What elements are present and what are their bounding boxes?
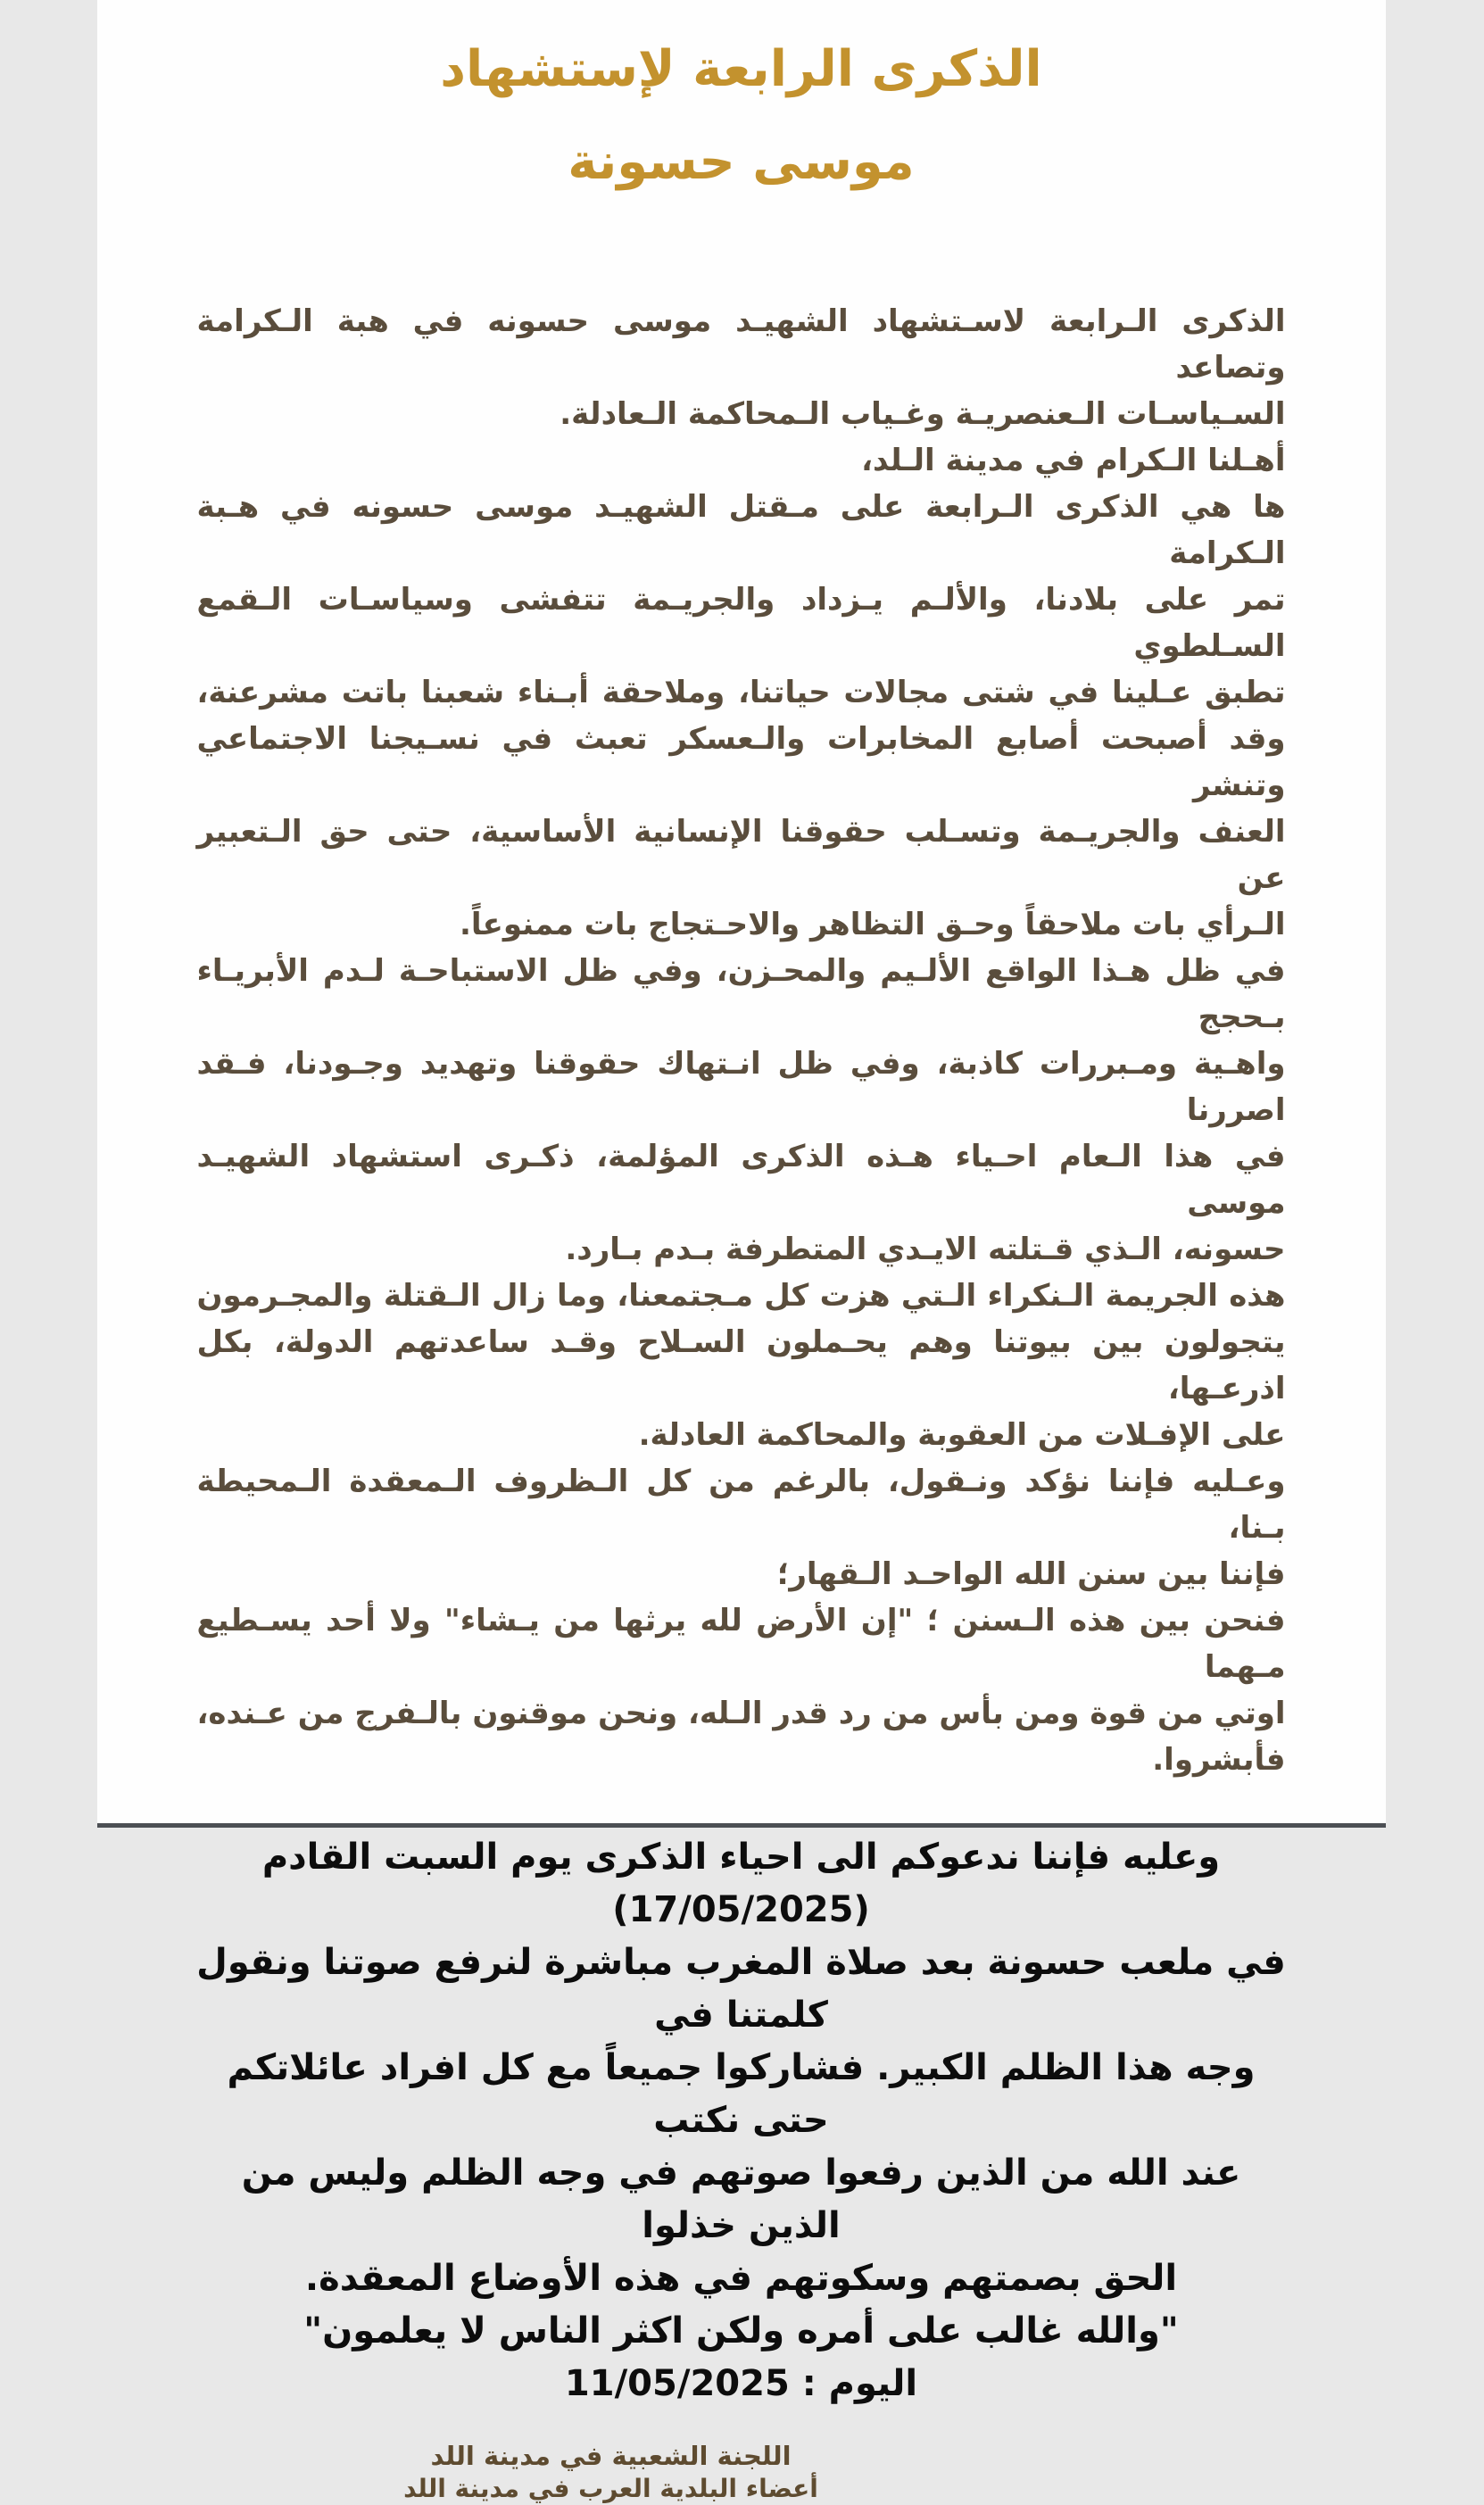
body-line: فإننا بين سنن الله الواحـد الـقهار؛ xyxy=(777,1556,1287,1592)
invitation-text xyxy=(196,1831,1289,2410)
body-line: العنف والجريـمة وتسـلب حقوقنا الإنسانية الأساسية، حتى حق الـتعبير عن xyxy=(197,814,1287,896)
body-line: السـياسـات الـعنصريـة وغـياب الـمحاكمة الـعادلة. xyxy=(560,396,1287,432)
signature-line-1: اللجنة الشعبية في مدينة اللد xyxy=(431,2441,792,2471)
body-line: في هذا الـعام احـياء هـذه الذكرى المؤلمة، ذكـرى استشهاد الشهيـد موسى xyxy=(197,1139,1287,1221)
flyer-title xyxy=(98,0,1387,209)
body-line: على الإفـلات من العقوبة والمحاكمة العادلة. xyxy=(639,1417,1287,1453)
body-line: حسونه، الـذي قـتلته الايـدي المتطرفة بـدم بـارد. xyxy=(566,1232,1287,1267)
invitation-line: عند الله من الذين رفعوا صوتهم في وجه الظلم وليس من الذين خذلوا xyxy=(242,2152,1242,2246)
body-line: أهـلنا الـكرام في مدينة الـلد، xyxy=(862,443,1287,478)
invitation-lines xyxy=(196,1831,1289,2358)
body-line: فأبشروا. xyxy=(1153,1742,1287,1778)
body-line: واهـية ومـبررات كاذبة، وفي ظل انـتهاك حقوقنا وتهديد وجـودنا، فـقد اصررنا xyxy=(197,1046,1287,1128)
title-line-1: الذكرى الرابعة لإستشهاد xyxy=(441,40,1043,98)
body-line: تطبق عـلينا في شتى مجالات حياتنا، وملاحقة أبـناء شعبنا باتت مشرعنة، xyxy=(197,675,1287,710)
invitation-line: وعليه فإننا ندعوكم الى احياء الذكرى يوم السبت القادم (17/05/2025) xyxy=(262,1837,1222,1930)
body-line: فنحن بين هذه الـسنن ؛ "إن الأرض لله يرثها من يـشاء" ولا أحد يسـطيع مـهما xyxy=(197,1603,1287,1685)
flyer-page xyxy=(98,0,1387,2503)
body-line: اوتي من قوة ومن بأس من رد قدر الـله، ونحن موقنون بالـفرج من عـنده، xyxy=(197,1696,1287,1731)
date-line: اليوم : 11/05/2025 xyxy=(565,2363,919,2404)
body-line: هذه الجريمة الـنكراء الـتي هزت كل مـجتمعنا، وما زال الـقتلة والمجـرمون xyxy=(197,1278,1287,1314)
body-line: ها هي الذكرى الـرابعة على مـقتل الشهيـد موسى حسونه في هـبة الـكرامة xyxy=(197,489,1287,571)
body-line: تمر على بلادنا، والألـم يـزداد والجريـمة تتفشى وسياسـات الـقمع السـلطوي xyxy=(197,582,1287,664)
body-line: الـرأي بات ملاحقاً وحـق التظاهر والاحـتجاج بات ممنوعاً. xyxy=(460,907,1287,942)
signature xyxy=(0,2439,1256,2505)
body-line: وقد أصبحت أصابع المخابرات والـعسكر تعبث في نسـيجنا الاجتماعي وتنشر xyxy=(197,721,1287,803)
signature-line-2: أعضاء البلدية العرب في مدينة اللد xyxy=(404,2474,819,2503)
body-line: يتجولون بين بيوتنا وهم يحـملون السـلاح وقـد ساعدتهم الدولة، بكل اذرعـها، xyxy=(197,1324,1287,1406)
invitation-line: في ملعب حسونة بعد صلاة المغرب مباشرة لنرفع صوتنا ونقول كلمتنا في xyxy=(197,1942,1287,2036)
body-line: في ظل هـذا الواقع الألـيم والمحـزن، وفي ظل الاستباحـة لـدم الأبريـاء بـحجج xyxy=(197,953,1287,1035)
body-line: الذكرى الـرابعة لاسـتشهاد الشهيـد موسى حسونه في هبة الـكرامة وتصاعد xyxy=(197,303,1287,386)
title-line-2: موسى حسونة xyxy=(568,133,916,191)
body-line: وعـليه فإننا نؤكد ونـقول، بالرغم من كل الـظروف الـمعقدة الـمحيطة بـنا، xyxy=(197,1464,1287,1546)
invitation-line: "والله غالب على أمره ولكن اكثر الناس لا يعلمون" xyxy=(304,2310,1180,2352)
bottom-bar xyxy=(98,1823,1387,1828)
invitation-line: وجه هذا الظلم الكبير. فشاركوا جميعاً مع كل افراد عائلاتكم حتى نكتب xyxy=(228,2047,1256,2141)
invitation-line: الحق بصمتهم وسكوتهم في هذه الأوضاع المعقدة. xyxy=(305,2258,1179,2299)
body-text xyxy=(198,298,1287,1783)
